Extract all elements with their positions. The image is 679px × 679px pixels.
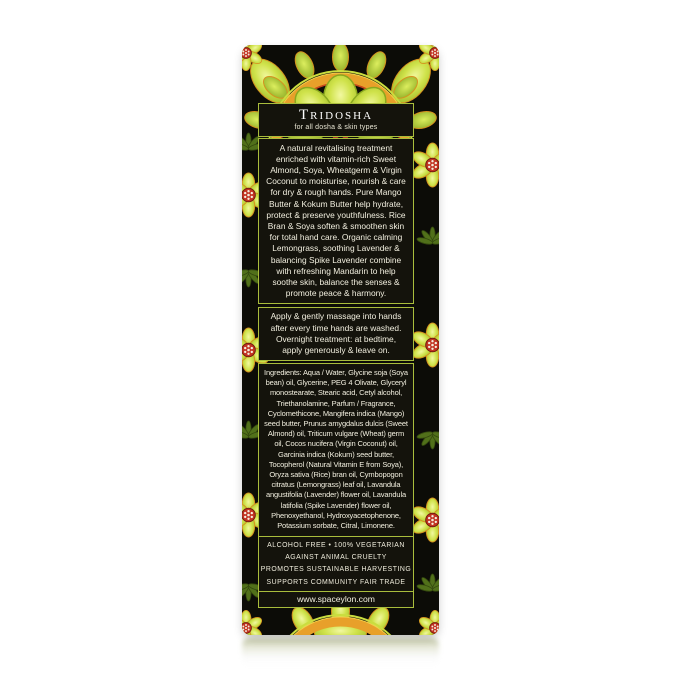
box-reflection	[242, 638, 439, 666]
description-panel	[258, 138, 414, 304]
usage-panel	[258, 307, 414, 361]
usage-text: Apply & gently massage into hands after every time hands are washed. Overnight treatment: at bedtime, apply generously & leave on.	[270, 311, 402, 356]
claim-line: SUPPORTS COMMUNITY FAIR TRADE	[266, 578, 406, 586]
claim-line: AGAINST ANIMAL CRUELTY	[285, 554, 387, 562]
title-panel	[258, 103, 414, 137]
claim-line: PROMOTES SUSTAINABLE HARVESTING	[260, 566, 412, 574]
ingredients-panel	[258, 363, 414, 608]
website-text: www.spaceylon.com	[297, 594, 375, 604]
claims-block	[259, 537, 413, 591]
product-box	[242, 45, 439, 635]
claim-line: ALCOHOL FREE • 100% VEGETARIAN	[267, 541, 405, 549]
product-tagline: for all dosha & skin types	[294, 124, 378, 131]
ingredients-text: Ingredients: Aqua / Water, Glycine soja (Soya bean) oil, Glycerine, PEG 4 Olivate, Glyceryl monostearate, Stearic acid, Cetyl alcohol, Triethanolamine, Parfum / Fragrance, Cyclomethicone, Mangifera indica (Mango) seed butter, Prunus amygdalus dulcis (Sweet Almond) oil, Triticum vulgare (Wheat) germ oil, Cocos nucifera (Virgin Coconut) oil, Garcinia indica (Kokum) seed butter, Tocopherol (Natural Vitamin E from Soya), Oryza sativa (Rice) bran oil, Cymbopogon citratus (Lemongrass) leaf oil, Lavandula angustifolia (Lavender) flower oil, Lavandula latifolia (Spike Lavender) flower oil, Phenoxyethanol, Hydroxyacetophenone, Potassium sorbate, Citral, Limonene.	[264, 368, 408, 531]
product-name: Tridosha	[298, 107, 374, 123]
description-text: A natural revitalising treatment enriched with vitamin-rich Sweet Almond, Soya, Wheatgerm & Virgin Coconut to moisturise, nourish & care for dry & rough hands. Pure Mango Butter & Kokum Butter help hydrate, protect & preserve youthfulness. Rice Bran & Soya soften & smoothen skin for total hand care. Organic calming Lemongrass, soothing Lavender & balancing Spike Lavender combine with refreshing Mandarin to help soothe skin, balance the senses & promote peace & harmony.	[266, 142, 406, 299]
